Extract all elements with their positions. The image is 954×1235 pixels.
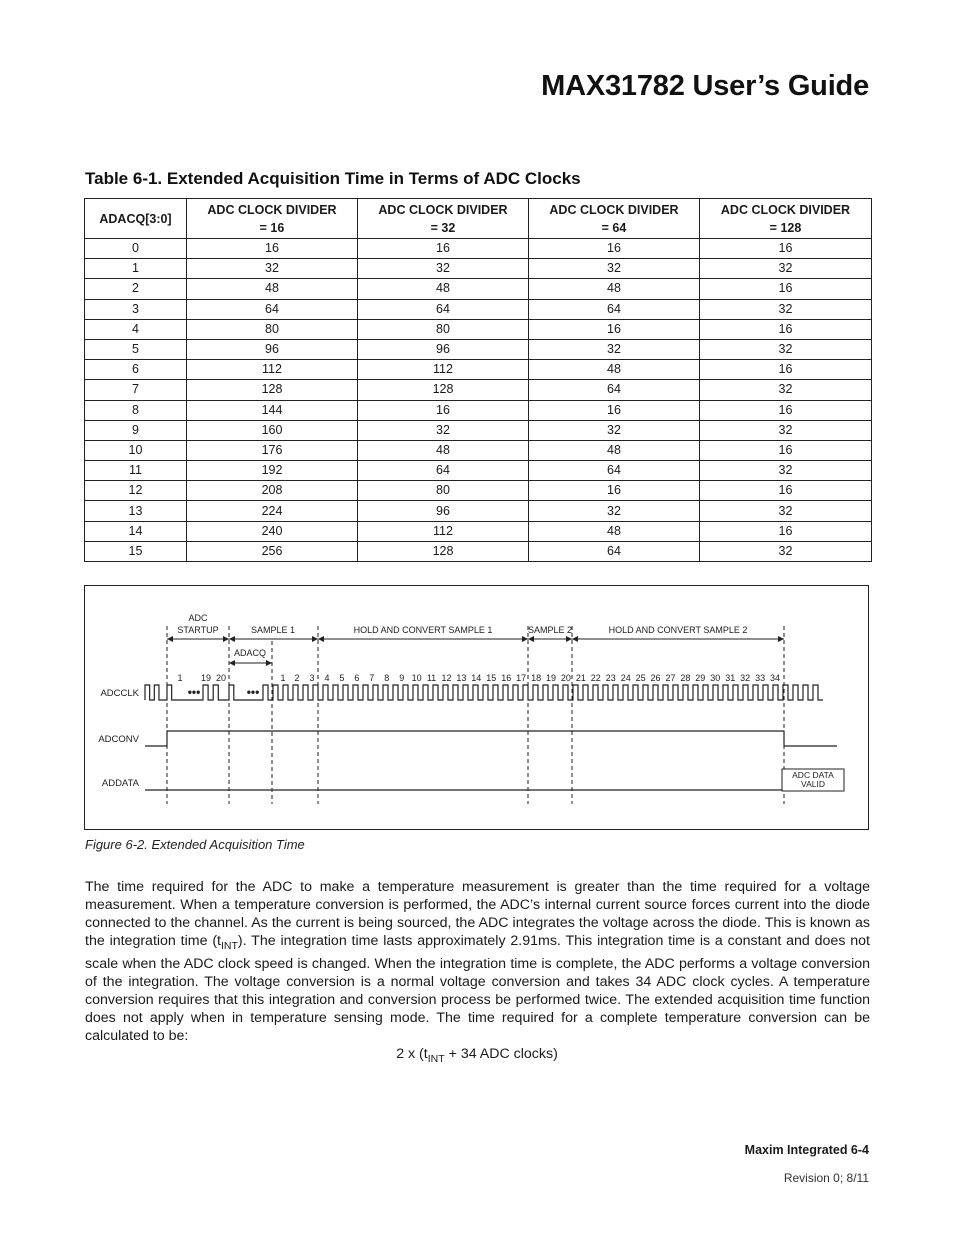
table-cell: 2 <box>85 279 187 299</box>
table-cell: 16 <box>700 400 872 420</box>
ellipsis-dots: ••• <box>187 685 201 699</box>
document-title: MAX31782 User’s Guide <box>541 70 869 102</box>
conversion-count-label: 29 <box>695 673 706 683</box>
table-cell: 32 <box>358 259 529 279</box>
table-cell: 16 <box>529 481 700 501</box>
adconv-label: ADCONV <box>98 734 139 745</box>
table-cell: 32 <box>529 339 700 359</box>
table-cell: 9 <box>85 420 187 440</box>
footer-company-page: Maxim Integrated 6-4 <box>744 1143 869 1157</box>
conversion-count-label: 28 <box>680 673 691 683</box>
hold2-label: HOLD AND CONVERT SAMPLE 2 <box>608 625 748 635</box>
table-cell: 32 <box>700 259 872 279</box>
table-cell: 14 <box>85 521 187 541</box>
table-cell: 16 <box>700 481 872 501</box>
adcclk-label: ADCCLK <box>100 688 139 699</box>
conversion-count-label: 32 <box>740 673 751 683</box>
conversion-count-label: 16 <box>501 673 512 683</box>
table-cell: 16 <box>700 319 872 339</box>
table-cell: 64 <box>529 299 700 319</box>
conversion-count-label: 10 <box>411 673 422 683</box>
table-cell: 3 <box>85 299 187 319</box>
sample1-label: SAMPLE 1 <box>250 625 296 635</box>
table-cell: 8 <box>85 400 187 420</box>
table-cell: 1 <box>85 259 187 279</box>
conversion-count-label: 30 <box>710 673 721 683</box>
adacq-count-label: 3 <box>309 673 315 683</box>
table-cell: 15 <box>85 541 187 561</box>
table-row <box>85 481 872 501</box>
table-cell: 12 <box>85 481 187 501</box>
table-cell: 16 <box>700 440 872 460</box>
startup-count-label: 20 <box>215 673 227 683</box>
table-cell: 32 <box>700 461 872 481</box>
conversion-count-label: 9 <box>399 673 405 683</box>
table-cell: 48 <box>529 360 700 380</box>
table-cell: 16 <box>358 239 529 259</box>
ellipsis-dots: ••• <box>246 685 260 699</box>
table-row <box>85 279 872 299</box>
table-cell: 32 <box>529 259 700 279</box>
conversion-count-label: 26 <box>650 673 661 683</box>
hold1-label: HOLD AND CONVERT SAMPLE 1 <box>353 625 493 635</box>
table-cell: 64 <box>358 299 529 319</box>
conversion-count-label: 33 <box>755 673 766 683</box>
acquisition-time-table <box>84 198 872 562</box>
table-cell: 112 <box>358 360 529 380</box>
table-cell: 144 <box>187 400 358 420</box>
table-cell: 7 <box>85 380 187 400</box>
column-header: ADC CLOCK DIVIDER = 32 <box>358 199 529 239</box>
table-row <box>85 339 872 359</box>
table-cell: 96 <box>358 339 529 359</box>
addata-label: ADDATA <box>101 778 139 789</box>
body-paragraph: The time required for the ADC to make a temperature measurement is greater than the time required for a voltage measurement. When a temperature conversion is performed, the ADC’s internal current source forces current into the diode connected to the channel. As the current is being sourced, the ADC integrates the voltage across the diode. This is known as the integration time $(t_{INT})$. The integration time lasts approximately 2.91ms. This integration time is a constant and does not scale when the ADC clock speed is changed. When the integration time is complete, the ADC performs a voltage conversion of the integration. The voltage conversion is a normal voltage conversion and takes 34 ADC clock cycles. A temperature conversion requires that this integration and conversion process be performed twice. The extended acquisition time function does not apply when in temperature sensing mode. The time required for a complete temperature conversion can be calculated to be: <box>85 879 870 1044</box>
table-cell: 192 <box>187 461 358 481</box>
table-cell: 208 <box>187 481 358 501</box>
table-cell: 64 <box>529 380 700 400</box>
conversion-count-label: 25 <box>635 673 646 683</box>
table-cell: 6 <box>85 360 187 380</box>
table-row <box>85 521 872 541</box>
column-header: ADACQ[3:0] <box>85 199 187 239</box>
table-cell: 32 <box>529 420 700 440</box>
timing-diagram <box>84 585 869 830</box>
table-cell: 112 <box>358 521 529 541</box>
table-row <box>85 501 872 521</box>
conversion-count-label: 7 <box>369 673 375 683</box>
conversion-count-label: 31 <box>725 673 736 683</box>
startup-label: ADC <box>188 613 208 623</box>
table-cell: 64 <box>529 541 700 561</box>
table-cell: 4 <box>85 319 187 339</box>
table-cell: 128 <box>358 380 529 400</box>
table-cell: 48 <box>187 279 358 299</box>
table-title: Table 6-1. Extended Acquisition Time in Terms of ADC Clocks <box>85 169 581 188</box>
table-cell: 64 <box>529 461 700 481</box>
table-cell: 64 <box>358 461 529 481</box>
table-row <box>85 299 872 319</box>
table-row <box>85 440 872 460</box>
data-valid-label: VALID <box>801 779 825 789</box>
table-cell: 48 <box>529 440 700 460</box>
table-cell: 128 <box>187 380 358 400</box>
table-cell: 32 <box>700 501 872 521</box>
table-cell: 32 <box>700 420 872 440</box>
conversion-count-label: 18 <box>531 673 542 683</box>
table-row <box>85 319 872 339</box>
startup-count-label: 19 <box>200 673 212 683</box>
conversion-count-label: 34 <box>769 673 781 683</box>
data-valid-label: ADC DATA <box>792 770 834 780</box>
conversion-count-label: 4 <box>324 673 330 683</box>
table-row <box>85 360 872 380</box>
table-cell: 16 <box>358 400 529 420</box>
footer-revision: Revision 0; 8/11 <box>783 1171 869 1185</box>
conversion-count-label: 14 <box>471 673 482 683</box>
table-cell: 32 <box>700 299 872 319</box>
table-cell: 5 <box>85 339 187 359</box>
table-cell: 48 <box>358 279 529 299</box>
table-row <box>85 461 872 481</box>
startup-label: STARTUP <box>177 625 219 635</box>
table-cell: 16 <box>700 239 872 259</box>
conversion-count-label: 15 <box>486 673 497 683</box>
adacq-count-label: 1 <box>280 673 286 683</box>
table-cell: 16 <box>529 239 700 259</box>
table-cell: 128 <box>358 541 529 561</box>
table-cell: 176 <box>187 440 358 460</box>
table-cell: 16 <box>700 360 872 380</box>
conversion-count-label: 24 <box>620 673 631 683</box>
table-cell: 112 <box>187 360 358 380</box>
table-cell: 80 <box>187 319 358 339</box>
table-cell: 48 <box>529 279 700 299</box>
table-cell: 32 <box>700 339 872 359</box>
table-cell: 16 <box>529 400 700 420</box>
adacq-label: ADACQ <box>233 648 267 658</box>
conversion-count-label: 17 <box>516 673 527 683</box>
conversion-count-label: 8 <box>384 673 390 683</box>
table-cell: 11 <box>85 461 187 481</box>
table-cell: 64 <box>187 299 358 319</box>
table-cell: 240 <box>187 521 358 541</box>
table-cell: 256 <box>187 541 358 561</box>
table-cell: 0 <box>85 239 187 259</box>
sample2-label: SAMPLE 2 <box>527 625 573 635</box>
table-cell: 16 <box>700 521 872 541</box>
table-row <box>85 380 872 400</box>
conversion-count-label: 13 <box>456 673 467 683</box>
table-cell: 32 <box>700 380 872 400</box>
table-cell: 96 <box>358 501 529 521</box>
adacq-count-label: 2 <box>294 673 300 683</box>
table-row <box>85 400 872 420</box>
conversion-count-label: 27 <box>665 673 676 683</box>
table-cell: 96 <box>187 339 358 359</box>
timing-diagram-svg <box>85 586 868 829</box>
table-cell: 16 <box>529 319 700 339</box>
table-row <box>85 239 872 259</box>
table-cell: 16 <box>700 279 872 299</box>
table-cell: 32 <box>529 501 700 521</box>
table-cell: 80 <box>358 481 529 501</box>
table-cell: 13 <box>85 501 187 521</box>
column-header: ADC CLOCK DIVIDER = 64 <box>529 199 700 239</box>
table-cell: 80 <box>358 319 529 339</box>
column-header: ADC CLOCK DIVIDER = 128 <box>700 199 872 239</box>
table-cell: 160 <box>187 420 358 440</box>
startup-count-label: 1 <box>177 673 183 683</box>
table-row <box>85 541 872 561</box>
table-cell: 10 <box>85 440 187 460</box>
table-cell: 48 <box>529 521 700 541</box>
conversion-count-label: 22 <box>590 673 601 683</box>
table-row <box>85 420 872 440</box>
conversion-count-label: 12 <box>441 673 452 683</box>
table-cell: 32 <box>187 259 358 279</box>
conversion-count-label: 11 <box>426 673 437 683</box>
conversion-count-label: 20 <box>560 673 571 683</box>
table-cell: 32 <box>700 541 872 561</box>
table-cell: 224 <box>187 501 358 521</box>
column-header: ADC CLOCK DIVIDER = 16 <box>187 199 358 239</box>
table-row <box>85 259 872 279</box>
formula: 2 x ($t_{INT} + 34$ ADC clocks) <box>396 1046 558 1065</box>
conversion-count-label: 5 <box>339 673 345 683</box>
adconv-waveform <box>145 731 837 746</box>
cycle-count-labels <box>177 673 780 683</box>
conversion-count-label: 21 <box>575 673 586 683</box>
table-cell: 48 <box>358 440 529 460</box>
conversion-count-label: 6 <box>354 673 360 683</box>
figure-caption: Figure 6-2. Extended Acquisition Time <box>85 837 305 852</box>
conversion-count-label: 23 <box>605 673 616 683</box>
table-cell: 16 <box>187 239 358 259</box>
conversion-count-label: 19 <box>545 673 557 683</box>
table-cell: 32 <box>358 420 529 440</box>
